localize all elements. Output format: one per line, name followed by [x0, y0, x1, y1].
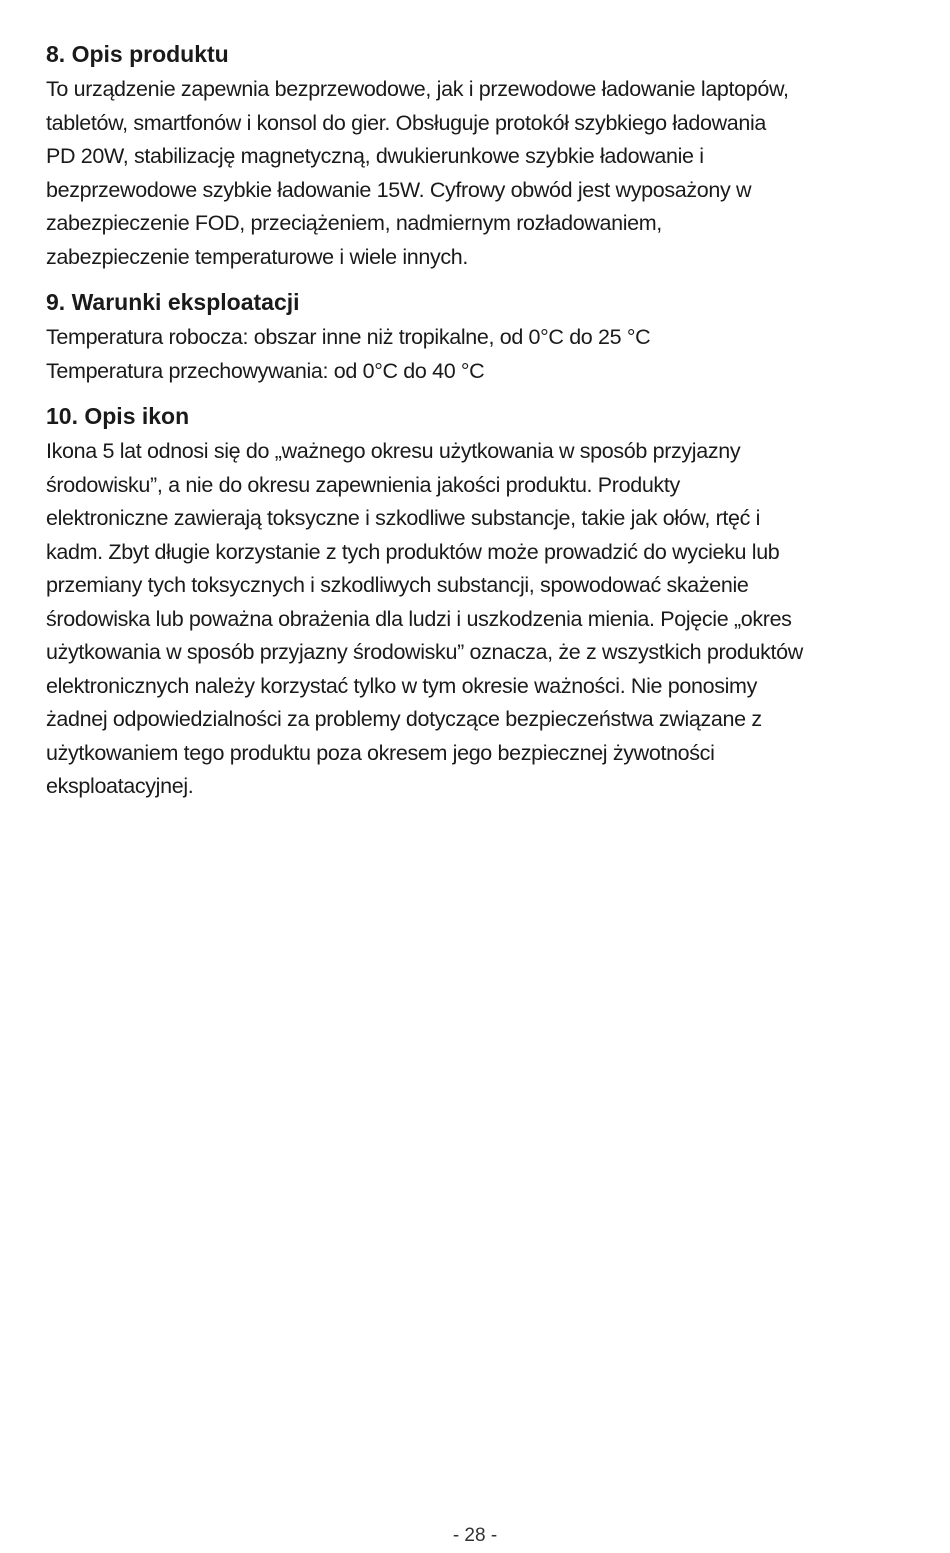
- document-page: [46, 38, 916, 816]
- section-heading: 8. Opis produktu: [46, 41, 229, 67]
- section-heading: 9. Warunki eksploatacji: [46, 289, 300, 315]
- section-body: [46, 435, 916, 804]
- text-line: tabletów, smartfonów i konsol do gier. Obsługuje protokół szybkiego ładowania: [46, 110, 767, 135]
- text-line: użytkowaniem tego produktu poza okresem jego bezpiecznej żywotności: [46, 740, 715, 765]
- text-line: środowisku”, a nie do okresu zapewnienia jakości produktu. Produkty: [46, 472, 680, 497]
- text-line: Temperatura robocza: obszar inne niż tropikalne, od 0°C do 25 °C: [46, 325, 651, 349]
- section-operating-conditions: [46, 286, 916, 388]
- section-icon-description: [46, 400, 916, 804]
- text-line: użytkowania w sposób przyjazny środowisku” oznacza, że z wszystkich produktów: [46, 640, 803, 664]
- section-body: [46, 321, 916, 388]
- text-line: żadnej odpowiedzialności za problemy dotyczące bezpieczeństwa związane z: [46, 707, 762, 731]
- section-product-description: [46, 38, 916, 274]
- text-line: przemiany tych toksycznych i szkodliwych substancji, spowodować skażenie: [46, 573, 749, 597]
- section-heading: 10. Opis ikon: [46, 403, 190, 429]
- text-line: zabezpieczenie temperaturowe i wiele innych.: [46, 244, 469, 269]
- text-line: eksploatacyjnej.: [46, 774, 194, 798]
- text-line: PD 20W, stabilizację magnetyczną, dwukierunkowe szybkie ładowanie i: [46, 144, 704, 168]
- section-body: [46, 73, 916, 274]
- text-line: Ikona 5 lat odnosi się do „ważnego okresu użytkowania w sposób przyjazny: [46, 439, 741, 463]
- text-line: elektronicznych należy korzystać tylko w tym okresie ważności. Nie ponosimy: [46, 673, 757, 698]
- text-line: bezprzewodowe szybkie ładowanie 15W. Cyfrowy obwód jest wyposażony w: [46, 177, 752, 202]
- text-line: zabezpieczenie FOD, przeciążeniem, nadmiernym rozładowaniem,: [46, 211, 662, 235]
- text-line: Temperatura przechowywania: od 0°C do 40 °C: [46, 358, 485, 383]
- text-line: To urządzenie zapewnia bezprzewodowe, jak i przewodowe ładowanie laptopów,: [46, 77, 789, 101]
- page-number: - 28 -: [452, 1525, 498, 1546]
- text-line: środowiska lub poważna obrażenia dla ludzi i uszkodzenia mienia. Pojęcie „okres: [46, 606, 792, 631]
- text-line: kadm. Zbyt długie korzystanie z tych produktów może prowadzić do wycieku lub: [46, 539, 780, 564]
- text-line: elektroniczne zawierają toksyczne i szkodliwe substancje, takie jak ołów, rtęć i: [46, 506, 761, 530]
